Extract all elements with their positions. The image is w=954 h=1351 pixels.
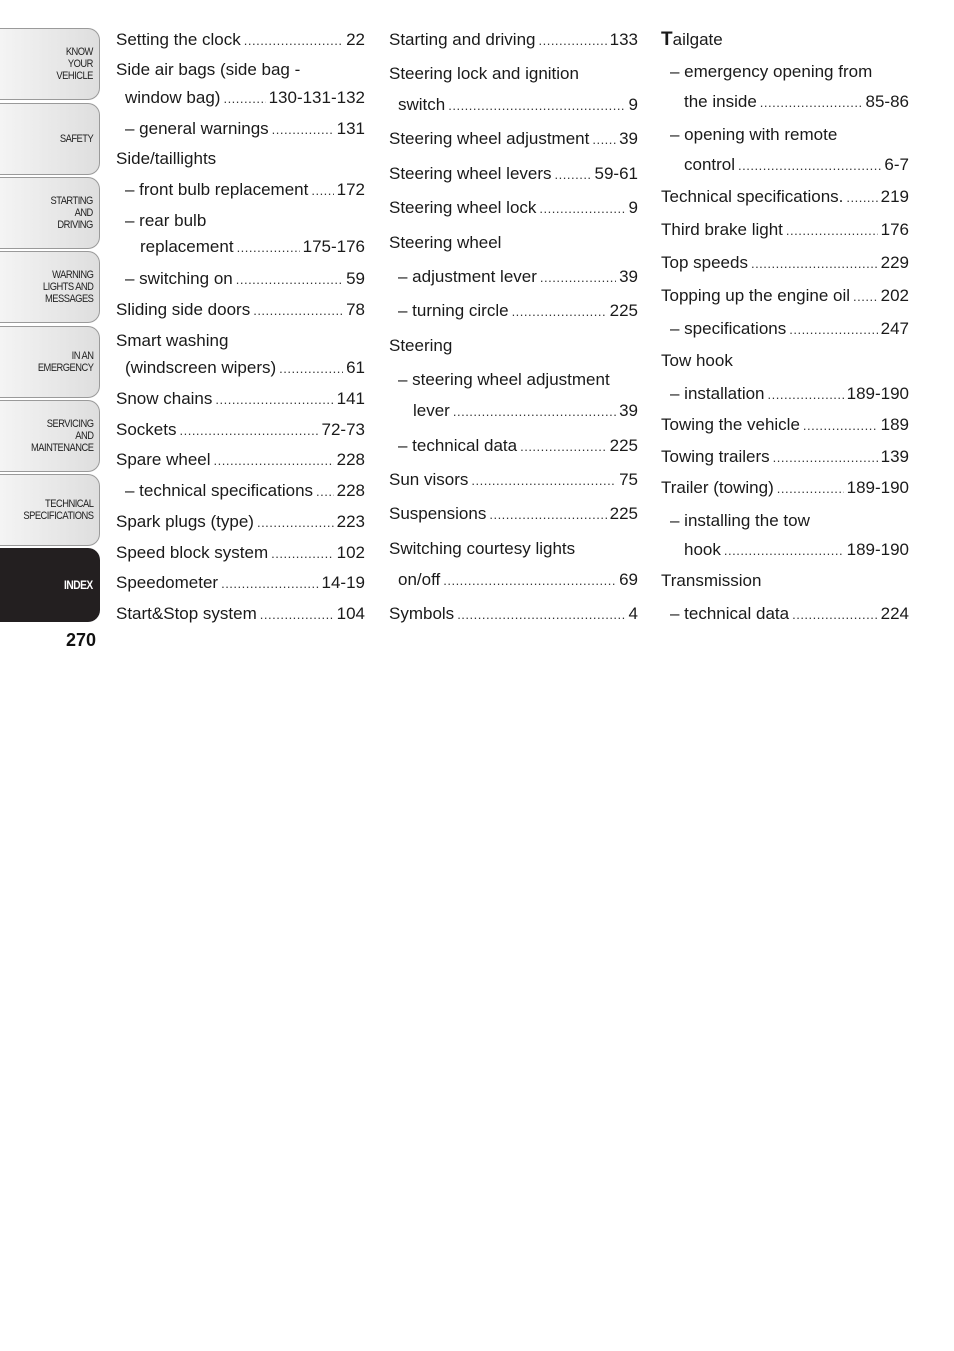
tab-safety[interactable] [0,103,100,175]
index-line [125,208,365,234]
leader-dots [540,265,616,291]
tab-label: STARTING AND DRIVING [50,195,93,231]
entry-text: – steering wheel adjustment [398,370,610,389]
index-line [389,230,638,256]
page-reference: 39 [619,267,638,286]
entry-text: Suspensions [389,504,487,523]
leader-dots [453,399,616,425]
page-reference: 59 [346,269,365,288]
index-line [116,297,365,324]
entry-text: Side air bags (side bag - [116,60,301,79]
page-reference: 219 [880,187,909,206]
entry-text: Snow chains [116,389,213,408]
index-line [661,283,909,310]
leader-dots [760,90,863,116]
entry-text: (windscreen wipers) [125,358,277,377]
entry-text: Trailer (towing) [661,478,774,497]
page-reference: 78 [346,300,365,319]
index-line [661,27,909,53]
leader-dots [768,382,844,408]
leader-dots [777,476,844,502]
page-reference: 189-190 [846,384,909,403]
leader-dots [555,162,592,188]
tab-label: INDEX [64,578,93,592]
page-reference: 247 [880,319,909,338]
tab-label: SAFETY [59,133,93,145]
page-reference: 139 [880,447,909,466]
page-reference: 102 [336,543,365,562]
entry-text: lever [413,401,450,420]
page-reference: 202 [880,286,909,305]
entry-text: – technical specifications [125,481,314,500]
initial-letter: T [661,29,673,50]
index-line [661,475,909,502]
tab-know-your-vehicle[interactable] [0,28,100,100]
index-line [398,367,638,393]
entry-text: Spark plugs (type) [116,512,254,531]
index-line [398,92,638,119]
leader-dots [253,298,343,324]
leader-dots [846,185,877,211]
leader-dots [214,448,334,474]
entry-text: Towing the vehicle [661,415,800,434]
page-reference: 39 [619,129,638,148]
leader-dots [489,502,606,528]
index-line [116,601,365,628]
index-line [670,508,909,534]
page-reference: 39 [619,401,638,420]
index-line [398,567,638,594]
entry-text: – general warnings [125,119,269,138]
tab-label: SERVICING AND MAINTENANCE [30,418,93,454]
index-line [670,601,909,628]
page-reference: 225 [609,301,638,320]
index-line [661,184,909,211]
page-reference: 225 [609,436,638,455]
index-line [684,89,909,116]
index-line [389,333,638,359]
page-reference: 9 [628,198,638,217]
leader-dots [520,434,607,460]
index-line [389,601,638,628]
leader-dots [792,602,878,628]
page-reference: 6-7 [884,155,909,174]
entry-text: hook [684,540,721,559]
entry-text: Speed block system [116,543,269,562]
index-line [684,152,909,179]
index-line [398,298,638,325]
page-reference: 228 [336,450,365,469]
index-line [140,234,365,261]
index-line [661,250,909,277]
leader-dots [272,117,334,143]
leader-dots [789,317,877,343]
index-line [684,537,909,564]
index-line [389,195,638,222]
entry-text: – switching on [125,269,233,288]
page-reference: 75 [619,470,638,489]
entry-text: Topping up the engine oil [661,286,851,305]
page-reference: 229 [880,253,909,272]
entry-text: Symbols [389,604,455,623]
leader-dots [471,468,616,494]
index-line [398,433,638,460]
entry-text: – specifications [670,319,787,338]
leader-dots [538,28,606,54]
entry-text: Smart washing [116,331,229,350]
entry-text: Steering wheel adjustment [389,129,590,148]
index-line [389,501,638,528]
entry-text: – turning circle [398,301,509,320]
leader-dots [279,356,343,382]
entry-text: switch [398,95,446,114]
leader-dots [244,28,343,54]
entry-text: Sockets [116,420,177,439]
entry-text: Steering wheel [389,233,502,252]
index-line [661,412,909,439]
page-reference: 133 [609,30,638,49]
entry-text: window bag) [125,88,221,107]
index-line [125,116,365,143]
entry-text: – adjustment lever [398,267,537,286]
leader-dots [443,568,616,594]
leader-dots [448,93,625,119]
entry-text: Sun visors [389,470,469,489]
entry-text: Transmission [661,571,762,590]
index-line [116,27,365,54]
index-line [116,417,365,444]
leader-dots [236,267,343,293]
entry-text: Speedometer [116,573,219,592]
index-line [389,161,638,188]
page-reference: 172 [336,180,365,199]
index-line [389,27,638,54]
tab-technical-specifications[interactable] [0,474,100,546]
page-reference: 189-190 [846,478,909,497]
leader-dots [311,178,333,204]
entry-text: – technical data [670,604,790,623]
entry-text: Steering wheel levers [389,164,552,183]
tab-servicing-and-maintenance[interactable] [0,400,100,472]
page-reference: 72-73 [321,420,365,439]
page-reference: 59-61 [594,164,638,183]
index-line [413,398,638,425]
entry-text: Side/taillights [116,149,217,168]
entry-text: Third brake light [661,220,783,239]
index-line [116,328,365,354]
page-number: 270 [65,630,96,650]
index-line [116,509,365,536]
leader-dots [221,571,318,597]
page-reference: 224 [880,604,909,623]
entry-text [661,27,723,53]
leader-dots [257,510,334,536]
index-line [125,177,365,204]
leader-dots [179,418,318,444]
leader-dots [853,284,878,310]
tab-in-an-emergency[interactable] [0,326,100,398]
page-reference: 223 [336,512,365,531]
index-line [661,217,909,244]
page-reference: 228 [336,481,365,500]
leader-dots [223,86,265,112]
entry-text: – installing the tow [670,511,810,530]
index-line [116,570,365,597]
tab-starting-and-driving[interactable] [0,177,100,249]
leader-dots [539,196,625,222]
tab-label: WARNING LIGHTS AND MESSAGES [42,269,93,305]
index-line [116,540,365,567]
leader-dots [260,602,334,628]
page-reference: 85-86 [865,92,909,111]
entry-text: – front bulb replacement [125,180,309,199]
entry-text: – opening with remote [670,125,838,144]
entry-text: replacement [140,237,234,256]
leader-dots [724,538,844,564]
index-line [670,59,909,85]
entry-text: Switching courtesy lights [389,539,576,558]
page-reference: 130-131-132 [268,88,365,107]
index-line [670,122,909,148]
entry-text: Start&Stop system [116,604,257,623]
entry-text: Tow hook [661,351,733,370]
index-line [661,568,909,594]
index-line [670,316,909,343]
tab-label: KNOW YOUR VEHICLE [56,46,93,82]
page-reference: 14-19 [321,573,365,592]
entry-text: Spare wheel [116,450,211,469]
leader-dots [786,218,878,244]
page-reference: 69 [619,570,638,589]
entry-text: control [684,155,736,174]
entry-text: – rear bulb [125,211,207,230]
leader-dots [457,602,625,628]
index-line [116,146,365,172]
leader-dots [237,235,300,261]
tab-label: IN AN EMERGENCY [37,350,93,374]
index-line [670,381,909,408]
leader-dots [738,153,881,179]
index-line [125,266,365,293]
index-line [125,85,365,112]
page-reference: 104 [336,604,365,623]
page-reference: 225 [609,504,638,523]
entry-text: Top speeds [661,253,748,272]
page-reference: 141 [336,389,365,408]
entry-text: Sliding side doors [116,300,251,319]
tab-index[interactable] [0,548,100,622]
leader-dots [803,413,878,439]
index-line [389,61,638,87]
index-line [661,444,909,471]
index-line [116,447,365,474]
page-reference: 9 [628,95,638,114]
index-line [389,467,638,494]
page-reference: 176 [880,220,909,239]
page-reference: 22 [346,30,365,49]
leader-dots [592,127,616,153]
entry-text: on/off [398,570,441,589]
entry-text: Starting and driving [389,30,536,49]
page-reference: 131 [336,119,365,138]
index-line [389,126,638,153]
entry-text: Setting the clock [116,30,241,49]
index-line [125,478,365,505]
index-line [661,348,909,374]
entry-text: – technical data [398,436,518,455]
index-line [398,264,638,291]
index-line [389,536,638,562]
page-reference: 175-176 [302,237,365,256]
entry-text: Technical specifications. [661,187,844,206]
page-reference: 4 [628,604,638,623]
entry-text: Steering [389,336,453,355]
entry-text-rest: ailgate [672,30,723,49]
index-line [116,386,365,413]
page-reference: 61 [346,358,365,377]
entry-text: – emergency opening from [670,62,873,81]
index-line [125,355,365,382]
page-reference: 189-190 [846,540,909,559]
tab-warning-lights-and-messages[interactable] [0,251,100,323]
entry-text: Steering wheel lock [389,198,537,217]
index-line [116,57,365,83]
page-reference: 189 [880,415,909,434]
leader-dots [316,479,334,505]
leader-dots [271,541,333,567]
leader-dots [751,251,878,277]
leader-dots [512,299,607,325]
leader-dots [773,445,878,471]
tab-label: TECHNICAL SPECIFICATIONS [22,498,93,522]
entry-text: the inside [684,92,757,111]
entry-text: Towing trailers [661,447,770,466]
entry-text: – installation [670,384,765,403]
entry-text: Steering lock and ignition [389,64,579,83]
leader-dots [215,387,333,413]
